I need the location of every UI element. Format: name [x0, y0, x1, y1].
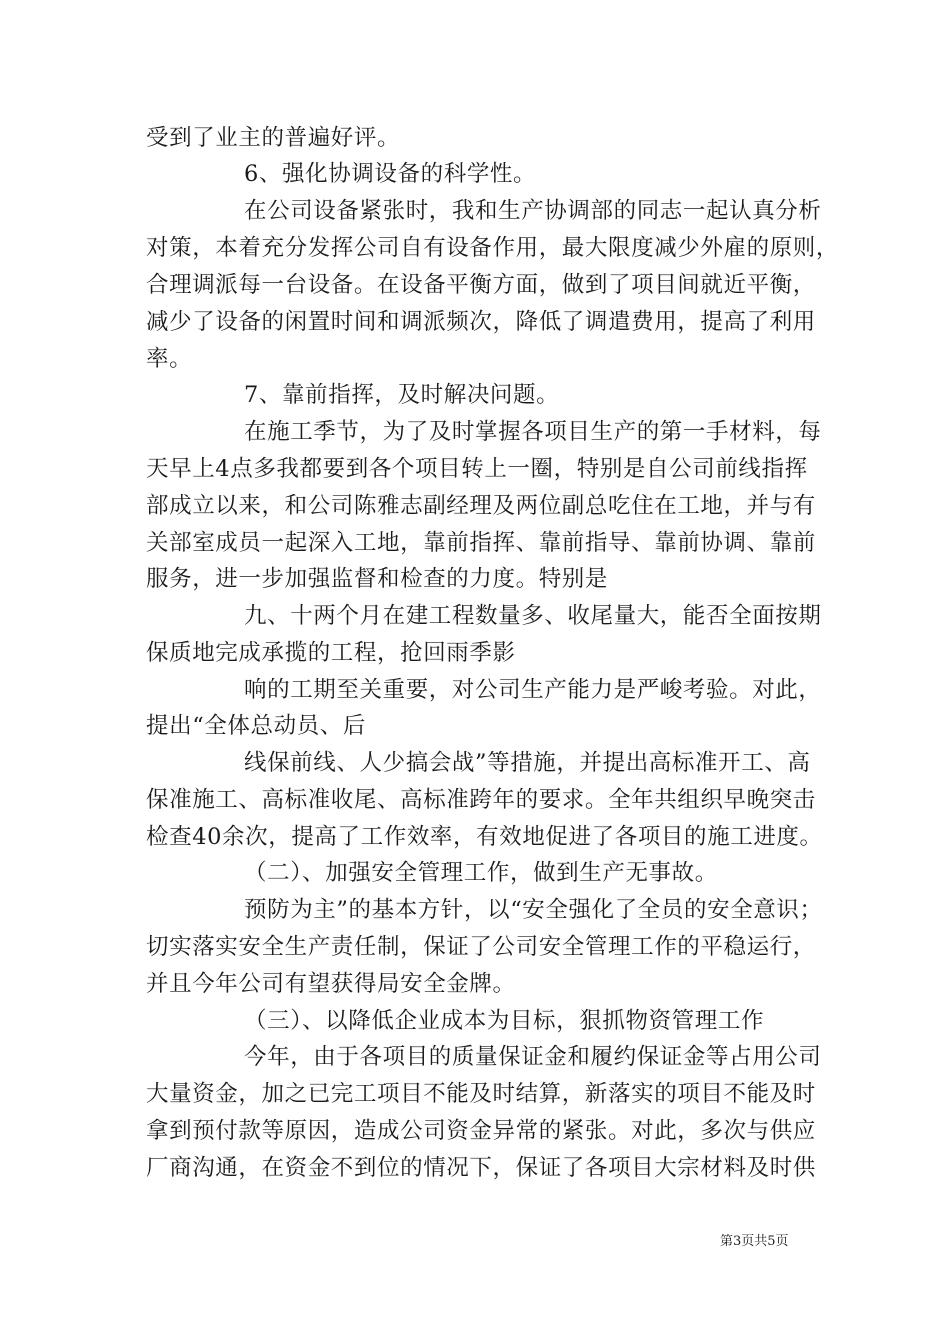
body-line: 并且今年公司有望获得局安全金牌。: [146, 971, 516, 997]
body-line: 九、十两个月在建工程数量多、收尾量大，能否全面按期: [244, 603, 822, 629]
section-heading: 6、强化协调设备的科学性。: [244, 161, 537, 187]
body-line: 在公司设备紧张时，我和生产协调部的同志一起认真分析: [244, 198, 822, 224]
body-line: 拿到预付款等原因，造成公司资金异常的紧张。对此，多次与供应: [146, 1118, 816, 1144]
body-line: 部成立以来，和公司陈雅志副经理及两位副总吃住在工地，并与有: [146, 493, 816, 519]
body-line: 合理调派每一台设备。在设备平衡方面，做到了项目间就近平衡，: [146, 272, 816, 298]
body-line: 响的工期至关重要，对公司生产能力是严峻考验。对此，: [244, 677, 822, 703]
body-line: 减少了设备的闲置时间和调派频次，降低了调遣费用，提高了利用: [146, 309, 816, 335]
body-line: 对策，本着充分发挥公司自有设备作用，最大限度减少外雇的原则，: [146, 235, 840, 261]
body-line: 切实落实安全生产责任制，保证了公司安全管理工作的平稳运行，: [146, 934, 816, 960]
body-line: 检查40余次，提高了工作效率，有效地促进了各项目的施工进度。: [146, 824, 823, 850]
body-line: 关部室成员一起深入工地，靠前指挥、靠前指导、靠前协调、靠前: [146, 530, 816, 556]
section-heading: （二）、加强安全管理工作，做到生产无事故。: [244, 860, 718, 886]
body-line: 大量资金，加之已完工项目不能及时结算，新落实的项目不能及时: [146, 1081, 816, 1107]
body-line: 今年，由于各项目的质量保证金和履约保证金等占用公司: [244, 1044, 822, 1070]
body-line: 天早上4点多我都要到各个项目转上一圈，特别是自公司前线指挥: [146, 456, 808, 482]
body-line: 率。: [146, 346, 193, 372]
page-number: 第3页共5页: [720, 1234, 789, 1249]
body-line: 受到了业主的普遍好评。: [146, 125, 401, 151]
body-line: 提出“全体总动员、后: [146, 713, 367, 739]
body-line: 厂商沟通，在资金不到位的情况下，保证了各项目大宗材料及时供: [146, 1155, 816, 1181]
body-line: 服务，进一步加强监督和检查的力度。特别是: [146, 566, 609, 592]
body-line: 预防为主”的基本方针，以“安全强化了全员的安全意识；: [244, 897, 823, 923]
body-line: 保质地完成承揽的工程，抢回雨季影: [146, 640, 516, 666]
body-line: 在施工季节，为了及时掌握各项目生产的第一手材料，每: [244, 419, 822, 445]
section-heading: （三）、以降低企业成本为目标，狠抓物资管理工作: [244, 1008, 765, 1034]
section-heading: 7、靠前指挥，及时解决问题。: [244, 382, 560, 408]
body-line: 线保前线、人少搞会战”等措施，并提出高标准开工、高: [244, 750, 811, 776]
body-line: 保准施工、高标准收尾、高标准跨年的要求。全年共组织早晚突击: [146, 787, 816, 813]
